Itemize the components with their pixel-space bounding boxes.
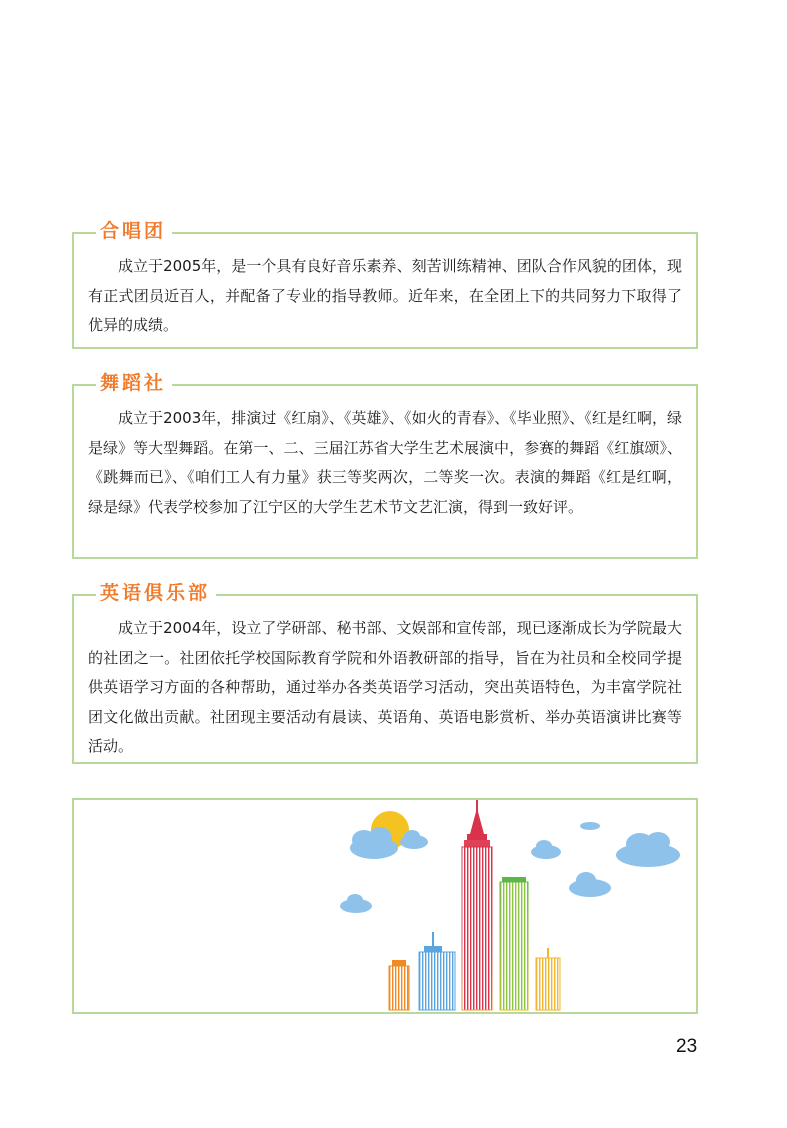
blue-building (419, 932, 455, 1010)
orange-building (389, 960, 409, 1010)
green-tower (500, 877, 528, 1010)
city-skyline-illustration (72, 798, 698, 1014)
choir-section (72, 220, 698, 349)
dance-section (72, 372, 698, 559)
dance-title: 舞蹈社 (96, 370, 172, 396)
dance-body: 成立于2003年，排演过《红扇》、《英雄》、《如火的青春》、《毕业照》、《红是红啊，绿是绿》等大型舞蹈。在第一、二、三届江苏省大学生艺术展演中，参赛的舞蹈《红旗颂》、《跳舞而已》、《咱们工人有力量》获三等奖两次，二等奖一次。表演的舞蹈《红是红啊，绿是绿》代表学校参加了江宁区的大学生艺术节文艺汇演，得到一致好评。 (88, 409, 682, 516)
yellow-building (536, 948, 560, 1010)
cloud-icon (580, 822, 600, 830)
english-club-section (72, 582, 698, 764)
choir-title: 合唱团 (96, 218, 172, 244)
english-club-body: 成立于2004年，设立了学研部、秘书部、文娱部和宣传部，现已逐渐成长为学院最大的社团之一。社团依托学校国际教育学院和外语教研部的指导，旨在为社员和全校同学提供英语学习方面的各种帮助，通过举办各类英语学习活动，突出英语特色，为丰富学院社团文化做出贡献。社团现主要活动有晨读、英语角、英语电影赏析、举办英语演讲比赛等活动。 (88, 619, 682, 755)
english-club-title: 英语俱乐部 (96, 580, 216, 606)
cloud-icon (616, 832, 680, 867)
cloud-icon (340, 894, 372, 913)
cloud-icon (569, 872, 611, 897)
cloud-icon (531, 840, 561, 859)
page-number: 23 (676, 1036, 698, 1057)
choir-body: 成立于2005年，是一个具有良好音乐素养、刻苦训练精神、团队合作风貌的团体，现有正式团员近百人，并配备了专业的指导教师。近年来，在全团上下的共同努力下取得了优异的成绩。 (88, 257, 682, 334)
skyline-graphic (74, 800, 696, 1012)
tall-tower (462, 800, 492, 1010)
